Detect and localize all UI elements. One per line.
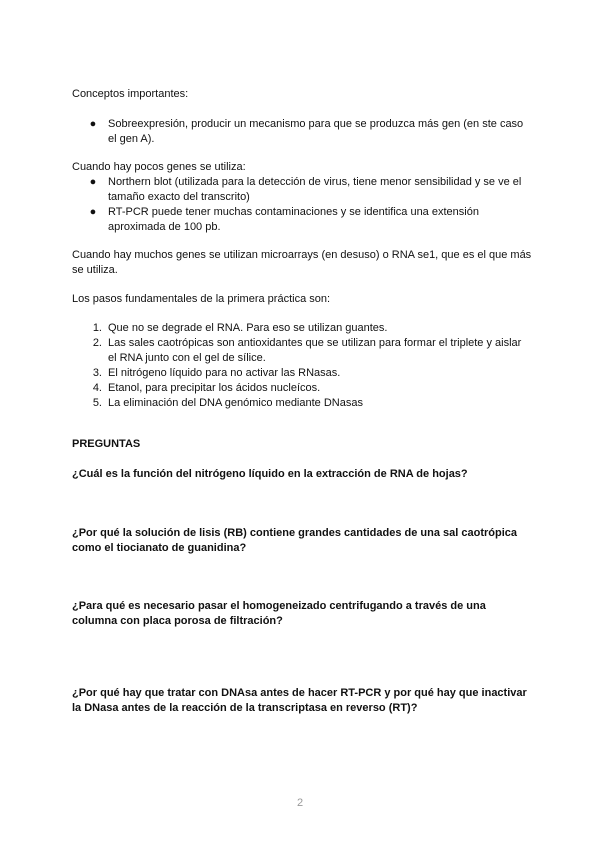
bullet-icon: ●	[89, 118, 97, 130]
list-item	[72, 366, 532, 381]
list-item	[72, 205, 532, 235]
list-number: 5.	[92, 397, 102, 409]
question-1: ¿Cuál es la función del nitrógeno líquido en la extracción de RNA de hojas?	[72, 468, 468, 480]
list-item	[72, 321, 532, 336]
list-item-text: El nitrógeno líquido para no activar las RNasas.	[108, 367, 341, 379]
list-item-text: Etanol, para precipitar los ácidos nucleícos.	[108, 382, 321, 394]
list-number: 2.	[92, 337, 102, 349]
bullet-icon: ●	[89, 206, 97, 218]
list-number: 4.	[92, 382, 102, 394]
question-3: ¿Para qué es necesario pasar el homogeneizado centrifugando a través de una columna con placa porosa de filtración?	[72, 600, 486, 627]
question-2: ¿Por qué la solución de lisis (RB) contiene grandes cantidades de una sal caotrópica como el tiocianato de guanidina?	[72, 527, 517, 554]
few-genes-bullet-list	[72, 175, 532, 235]
list-item-text: Sobreexpresión, producir un mecanismo para que se produzca más gen (en ste caso el gen A).	[108, 118, 524, 145]
questions-heading: PREGUNTAS	[72, 438, 141, 450]
list-item-text: Las sales caotrópicas son antioxidantes que se utilizan para formar el triplete y aislar el RNA junto con el gel de sílice.	[108, 337, 522, 364]
list-item	[72, 175, 532, 205]
list-number: 3.	[92, 367, 102, 379]
steps-numbered-list	[72, 321, 532, 411]
few-genes-title: Cuando hay pocos genes se utiliza:	[72, 161, 246, 173]
list-item	[72, 117, 532, 147]
list-item	[72, 396, 532, 411]
list-item	[72, 381, 532, 396]
bullet-icon: ●	[89, 176, 97, 188]
list-item-text: Que no se degrade el RNA. Para eso se utilizan guantes.	[108, 322, 388, 334]
intro-bullet-list	[72, 117, 532, 147]
list-item-text: Northern blot (utilizada para la detección de virus, tiene menor sensibilidad y se ve el tamaño exacto del transcrito)	[108, 176, 522, 203]
steps-title: Los pasos fundamentales de la primera práctica son:	[72, 293, 331, 305]
list-item-text: La eliminación del DNA genómico mediante DNasas	[108, 397, 363, 409]
intro-title: Conceptos importantes:	[72, 88, 189, 100]
list-item	[72, 336, 532, 366]
list-number: 1.	[92, 322, 102, 334]
many-genes-text: Cuando hay muchos genes se utilizan microarrays (en desuso) o RNA se1, que es el que más se utiliza.	[72, 249, 532, 276]
question-4: ¿Por qué hay que tratar con DNAsa antes de hacer RT-PCR y por qué hay que inactivar la DNasa antes de la reacción de la transcriptasa en reverso (RT)?	[72, 687, 527, 714]
page-number: 2	[296, 797, 304, 809]
list-item-text: RT-PCR puede tener muchas contaminaciones y se identifica una extensión aproximada de 100 pb.	[108, 206, 479, 233]
